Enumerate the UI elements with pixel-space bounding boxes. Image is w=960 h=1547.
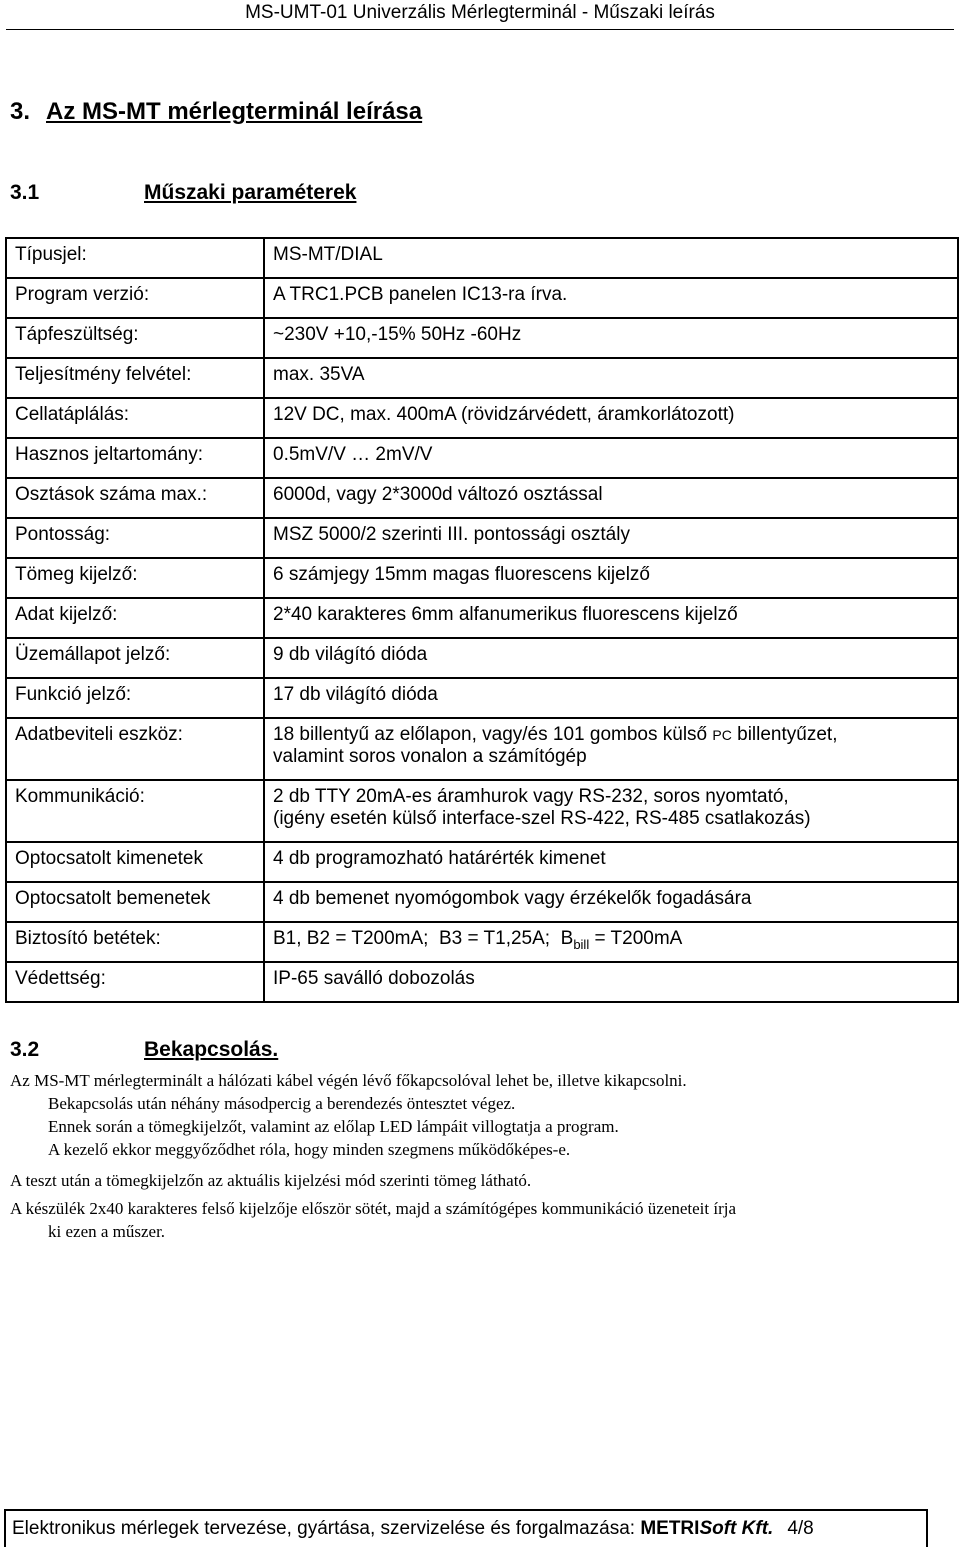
table-row <box>6 518 958 558</box>
spec-value-text: 2 db TTY 20mA-es áramhurok vagy RS-232, soros nyomtató, <box>273 786 789 807</box>
spec-value <box>264 780 958 842</box>
table-row <box>6 358 958 398</box>
spec-label: Hasznos jeltartomány: <box>6 438 264 478</box>
footer-company <box>640 1518 773 1539</box>
company-name-italic: Soft <box>699 1518 737 1539</box>
spec-label: Üzemállapot jelző: <box>6 638 264 678</box>
paragraph-line: A készülék 2x40 karakteres felső kijelzője először sötét, majd a számítógépes kommunikáció üzeneteit írja <box>10 1199 737 1218</box>
spec-value-subscript: bill <box>573 936 590 952</box>
table-row <box>6 678 958 718</box>
table-row <box>6 718 958 780</box>
header-title: MS-UMT-01 Univerzális Mérlegterminál - Műszaki leírás <box>245 2 715 23</box>
section-heading <box>10 98 422 126</box>
spec-label: Biztosító betétek: <box>6 922 264 962</box>
company-name-part: METRI <box>640 1518 700 1539</box>
spec-value-after: = T200mA <box>589 928 683 949</box>
spec-label: Cellatáplálás: <box>6 398 264 438</box>
spec-value: IP-65 saválló dobozolás <box>264 962 958 1002</box>
table-row <box>6 398 958 438</box>
spec-label: Optocsatolt bemenetek <box>6 882 264 922</box>
spec-label: Tömeg kijelző: <box>6 558 264 598</box>
spec-value-line2: (igény esetén külső interface-szel RS-422, RS-485 csatlakozás) <box>273 808 811 829</box>
company-suffix: Kft. <box>736 1518 774 1539</box>
paragraph-power-on <box>10 1069 910 1161</box>
spec-table <box>5 237 959 1003</box>
spec-value-smallcaps: PC <box>712 727 732 743</box>
spec-label: Adatbeviteli eszköz: <box>6 718 264 780</box>
spec-value: ~230V +10,-15% 50Hz -60Hz <box>264 318 958 358</box>
section-number: 3. <box>10 98 31 125</box>
subsection-title: Műszaki paraméterek <box>144 181 357 204</box>
table-row <box>6 962 958 1002</box>
spec-value-text: 18 billentyű az előlapon, vagy/és 101 gombos külső <box>273 724 708 745</box>
paragraph-line: A teszt után a tömegkijelzőn az aktuális kijelzési mód szerinti tömeg látható. <box>10 1171 532 1190</box>
spec-label: Osztások száma max.: <box>6 478 264 518</box>
paragraph-line: Az MS-MT mérlegterminált a hálózati kábel végén lévő főkapcsolóval lehet be, illetve kikapcsolni. <box>10 1071 687 1090</box>
table-row <box>6 638 958 678</box>
spec-label: Optocsatolt kimenetek <box>6 842 264 882</box>
subsection-heading-params <box>10 181 356 205</box>
subsection-number: 3.1 <box>10 181 40 204</box>
paragraph-after-test <box>10 1169 910 1192</box>
spec-value <box>264 922 958 962</box>
spec-value: 4 db programozható határérték kimenet <box>264 842 958 882</box>
spec-value: 9 db világító dióda <box>264 638 958 678</box>
table-row <box>6 238 958 278</box>
subsection-number: 3.2 <box>10 1038 40 1061</box>
spec-value: 17 db világító dióda <box>264 678 958 718</box>
paragraph-display <box>10 1197 910 1243</box>
table-row <box>6 780 958 842</box>
table-row <box>6 478 958 518</box>
spec-label: Típusjel: <box>6 238 264 278</box>
spec-label: Pontosság: <box>6 518 264 558</box>
paragraph-line: Bekapcsolás után néhány másodpercig a berendezés öntesztet végez. <box>48 1094 516 1113</box>
spec-value: A TRC1.PCB panelen IC13-ra írva. <box>264 278 958 318</box>
paragraph-line: ki ezen a műszer. <box>48 1222 166 1241</box>
subsection-heading-power-on <box>10 1038 278 1062</box>
page-header <box>0 0 960 30</box>
spec-value <box>264 718 958 780</box>
table-row <box>6 842 958 882</box>
table-row <box>6 882 958 922</box>
page-number: 4/8 <box>787 1518 814 1539</box>
spec-value: 0.5mV/V … 2mV/V <box>264 438 958 478</box>
table-row <box>6 558 958 598</box>
table-row <box>6 598 958 638</box>
spec-value-after: billentyűzet, <box>731 724 838 745</box>
page-footer <box>4 1509 928 1547</box>
paragraph-line: A kezelő ekkor meggyőződhet róla, hogy minden szegmens működőképes-e. <box>48 1140 571 1159</box>
footer-text: Elektronikus mérlegek tervezése, gyártása, szervizelése és forgalmazása: <box>12 1518 641 1539</box>
header-divider <box>6 29 954 30</box>
spec-value: 2*40 karakteres 6mm alfanumerikus fluorescens kijelző <box>264 598 958 638</box>
spec-label: Program verzió: <box>6 278 264 318</box>
spec-label: Tápfeszültség: <box>6 318 264 358</box>
spec-label: Teljesítmény felvétel: <box>6 358 264 398</box>
section-title: Az MS-MT mérlegterminál leírása <box>46 98 423 125</box>
spec-value: max. 35VA <box>264 358 958 398</box>
spec-value: MSZ 5000/2 szerinti III. pontossági osztály <box>264 518 958 558</box>
spec-label: Kommunikáció: <box>6 780 264 842</box>
spec-value-text: B1, B2 = T200mA; B3 = T1,25A; B <box>273 928 574 949</box>
spec-label: Védettség: <box>6 962 264 1002</box>
paragraph-line: Ennek során a tömegkijelzőt, valamint az előlap LED lámpáit villogtatja a program. <box>48 1117 619 1136</box>
table-row <box>6 318 958 358</box>
spec-value: 6000d, vagy 2*3000d változó osztással <box>264 478 958 518</box>
spec-value: 6 számjegy 15mm magas fluorescens kijelző <box>264 558 958 598</box>
spec-value: 4 db bemenet nyomógombok vagy érzékelők fogadására <box>264 882 958 922</box>
spec-label: Funkció jelző: <box>6 678 264 718</box>
table-row <box>6 922 958 962</box>
table-row <box>6 438 958 478</box>
table-row <box>6 278 958 318</box>
spec-value-line2: valamint soros vonalon a számítógép <box>273 746 587 767</box>
spec-value: 12V DC, max. 400mA (rövidzárvédett, áramkorlátozott) <box>264 398 958 438</box>
spec-label: Adat kijelző: <box>6 598 264 638</box>
spec-value: MS-MT/DIAL <box>264 238 958 278</box>
subsection-title: Bekapcsolás. <box>144 1038 279 1061</box>
